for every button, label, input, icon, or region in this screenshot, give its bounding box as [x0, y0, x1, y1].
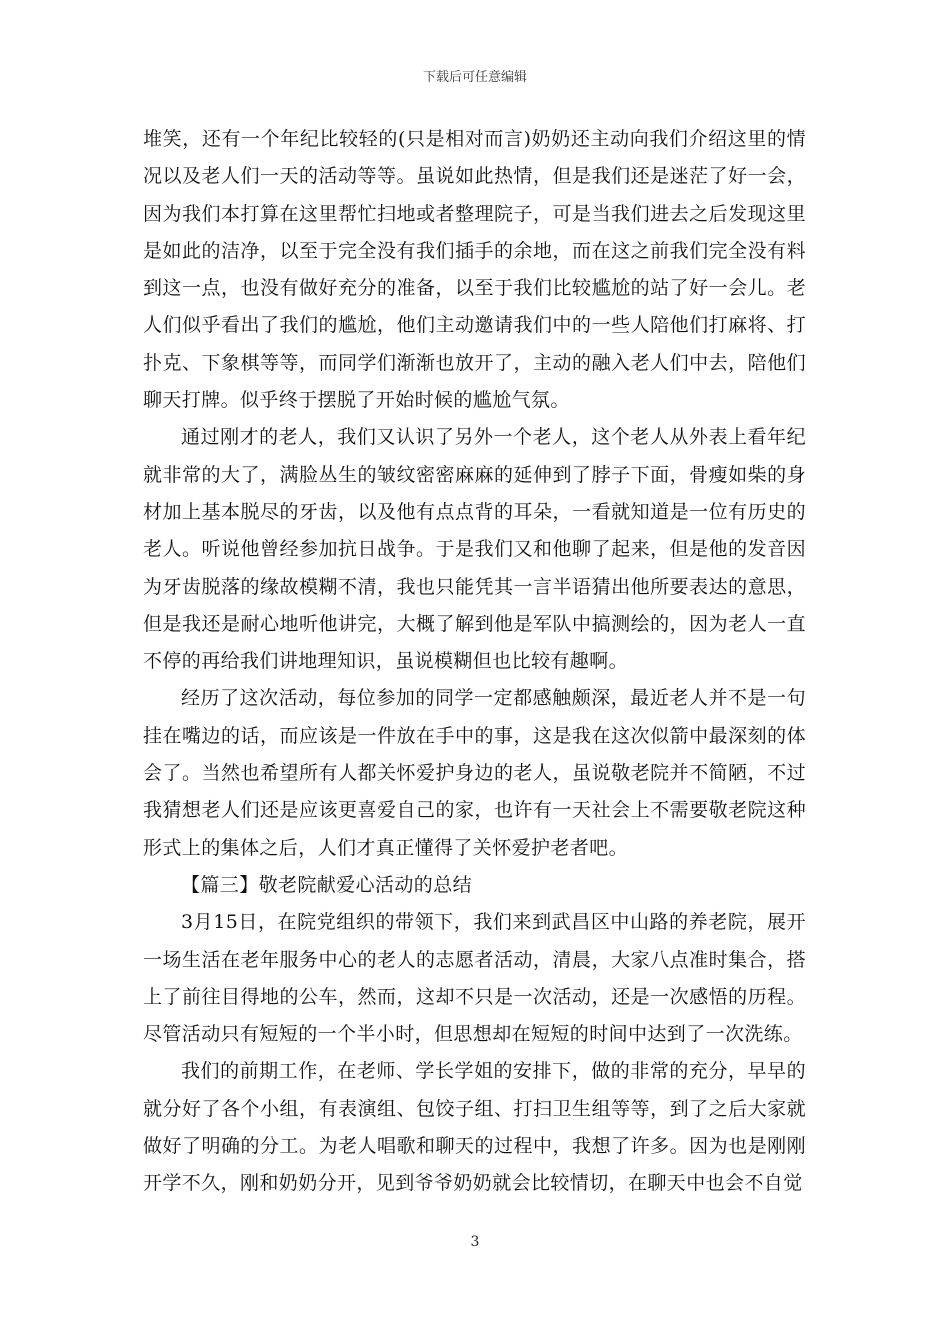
- page-header-note: 下载后可任意编辑: [422, 70, 527, 85]
- section-heading-part-three: 【篇三】敬老院献爱心活动的总结: [181, 873, 473, 896]
- document-body: [143, 121, 806, 1203]
- paragraph-march-15-activity: 3月15日，在院党组织的带领下，我们来到武昌区中山路的养老院，展开一场生活在老年服务中心的老人的志愿者活动，清晨，大家八点准时集合，搭上了前往目得地的公车，然而，这却不只是一次活动，还是一次感悟的历程。尽管活动只有短短的一个半小时，但思想却在短短的时间中达到了一次洗练。: [143, 911, 806, 1046]
- page-number: 3: [470, 1234, 480, 1250]
- paragraph-preparation: 我们的前期工作，在老师、学长学姐的安排下，做的非常的充分，早早的就分好了各个小组，有表演组、包饺子组、打扫卫生组等等，到了之后大家就做好了明确的分工。为老人唱歌和聊天的过程中，我想了许多。因为也是刚刚开学不久，刚和奶奶分开，见到爷爷奶奶就会比较情切，在聊天中也会不自觉: [143, 1060, 806, 1195]
- paragraph-reflection: 经历了这次活动，每位参加的同学一定都感触颇深，最近老人并不是一句挂在嘴边的话，而应该是一件放在手中的事，这是我在这次似箭中最深刻的体会了。当然也希望所有人都关怀爱护身边的老人，虽说敬老院并不简陋，不过我猜想老人们还是应该更喜爱自己的家，也许有一天社会上不需要敬老院这种形式上的集体之后，人们才真正懂得了关怀爱护老者吧。: [143, 687, 806, 859]
- paragraph-continued: 堆笑，还有一个年纪比较轻的(只是相对而言)奶奶还主动向我们介绍这里的情况以及老人们一天的活动等等。虽说如此热情，但是我们还是迷茫了好一会，因为我们本打算在这里帮忙扫地或者整理院子，可是当我们进去之后发现这里是如此的洁净，以至于完全没有我们插手的余地，而在这之前我们完全没有料到这一点，也没有做好充分的准备，以至于我们比较尴尬的站了好一会儿。老人们似乎看出了我们的尴尬，他们主动邀请我们中的一些人陪他们打麻将、打扑克、下象棋等等，而同学们渐渐也放开了，主动的融入老人们中去，陪他们聊天打牌。似乎终于摆脱了开始时候的尴尬气氛。: [143, 128, 806, 412]
- paragraph-old-man-story: 通过刚才的老人，我们又认识了另外一个老人，这个老人从外表上看年纪就非常的大了，满脸丛生的皱纹密密麻麻的延伸到了脖子下面，骨瘦如柴的身材加上基本脱尽的牙齿，以及他有点点背的耳朵，一看就知道是一位有历史的老人。听说他曾经参加抗日战争。于是我们又和他聊了起来，但是他的发音因为牙齿脱落的缘故模糊不清，我也只能凭其一言半语猜出他所要表达的意思，但是我还是耐心地听他讲完，大概了解到他是军队中搞测绘的，因为老人一直不停的再给我们讲地理知识，虽说模糊但也比较有趣啊。: [143, 426, 806, 673]
